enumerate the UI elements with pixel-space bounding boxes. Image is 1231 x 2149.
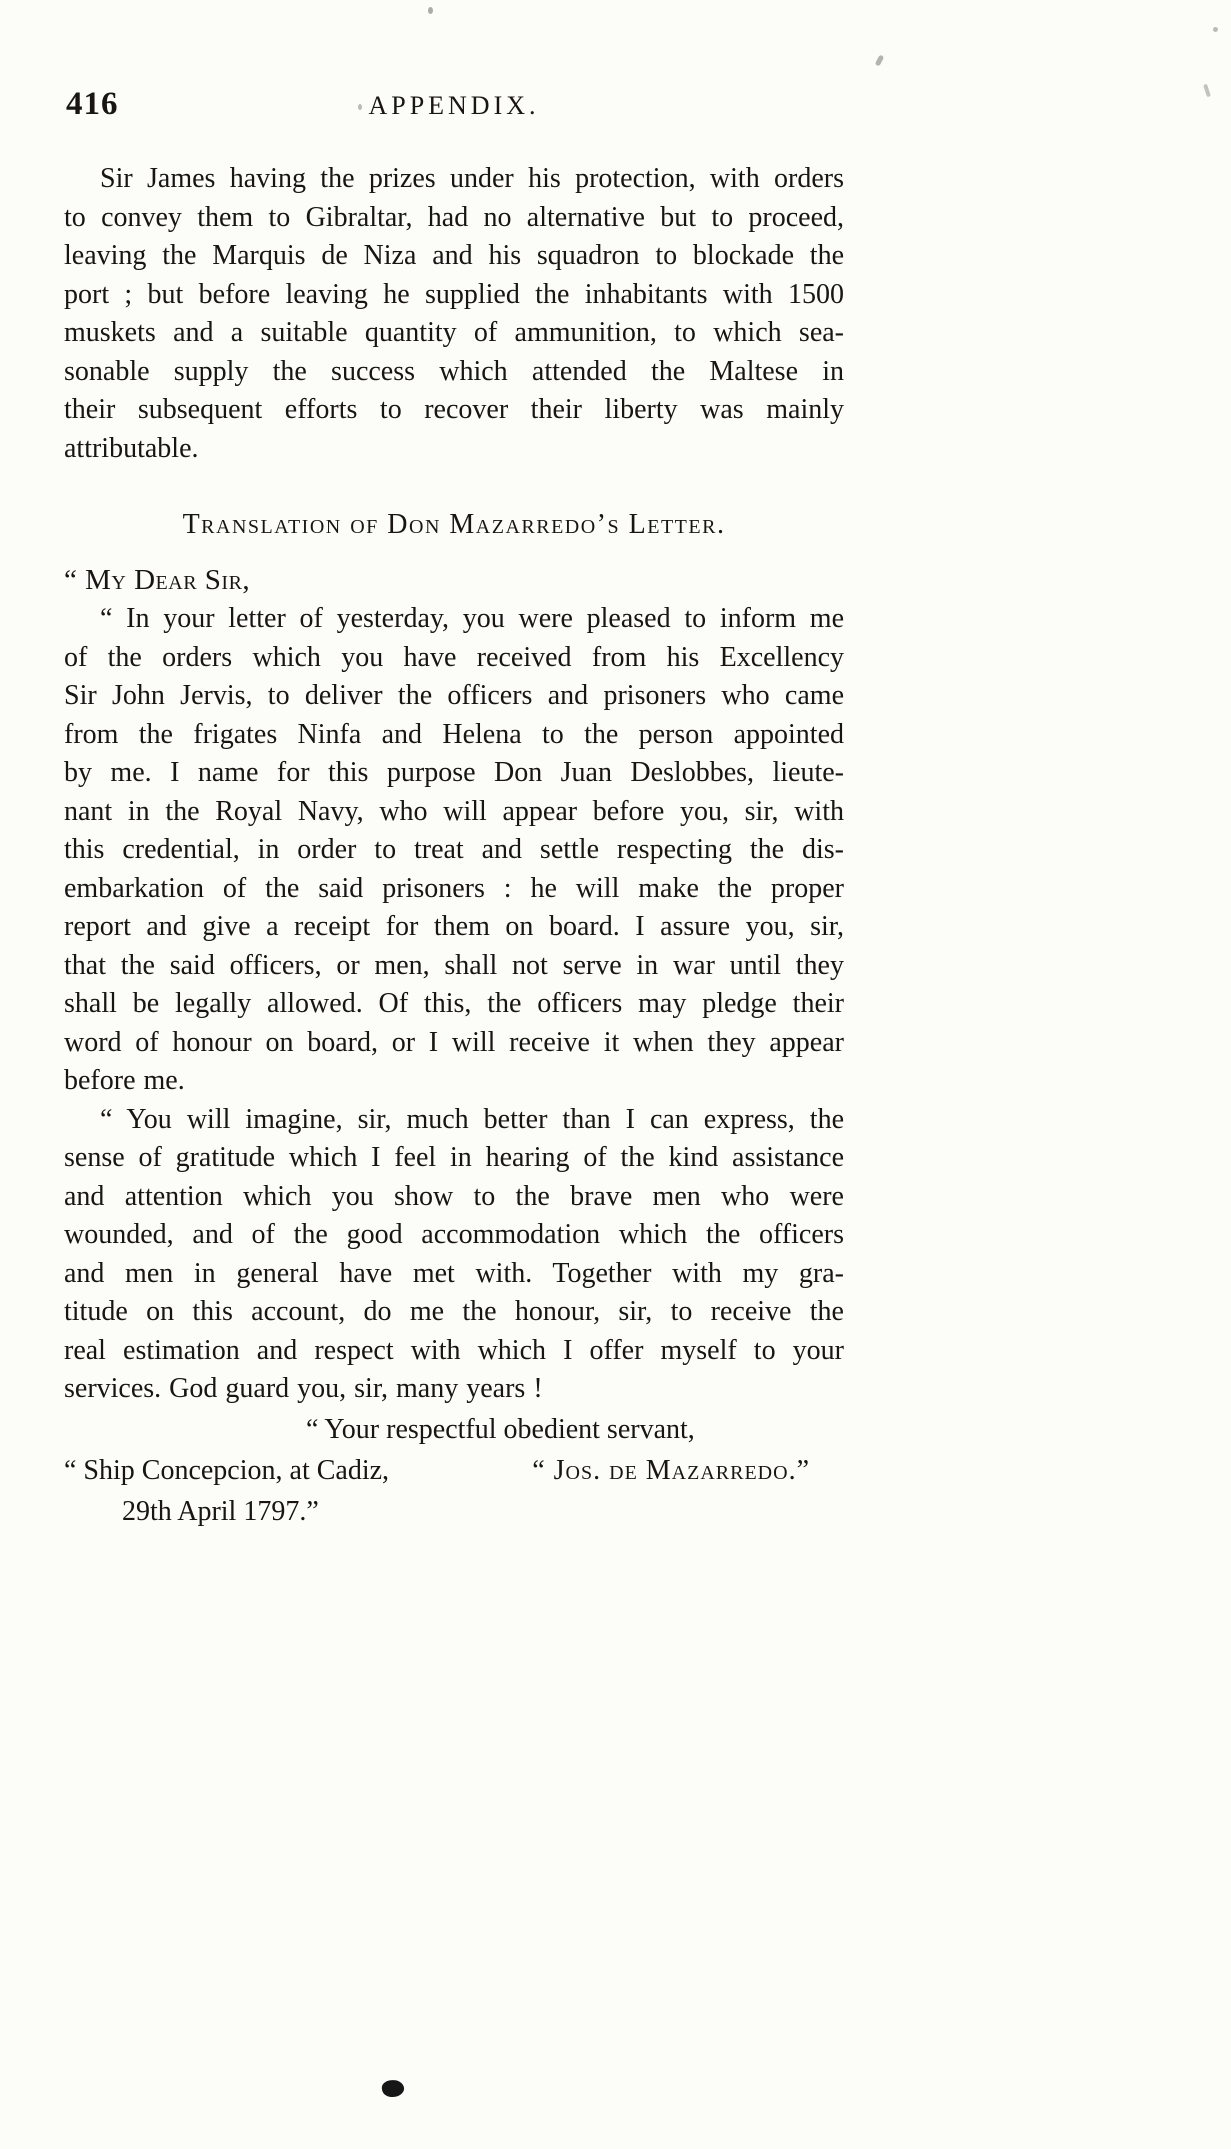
scan-artifact xyxy=(875,54,885,66)
text-line: shall be legally allowed. Of this, the officers may pledge their xyxy=(64,988,844,1019)
scan-artifact xyxy=(1213,27,1218,32)
text-line: nant in the Royal Navy, who will appear before you, sir, with xyxy=(64,795,844,827)
letter-paragraph-1 xyxy=(64,600,844,1101)
text-line: sense of gratitude which I feel in hearing of the kind assistance xyxy=(64,1142,844,1173)
text-line: Sir James having the prizes under his protection, with orders xyxy=(100,163,844,194)
letter-heading: Translation of Don Mazarredo’s Letter. xyxy=(182,509,726,540)
text-line: before me. xyxy=(64,1065,185,1096)
running-title: APPENDIX. xyxy=(368,91,540,120)
closing-date-line: 29th April 1797.” xyxy=(122,1495,319,1527)
closing-place-line: “ Ship Concepcion, at Cadiz, xyxy=(64,1454,390,1486)
page-number: 416 xyxy=(66,86,119,122)
text-line: Sir John Jervis, to deliver the officers and prisoners who came xyxy=(64,680,844,711)
text-line: leaving the Marquis de Niza and his squadron to blockade the xyxy=(64,240,844,271)
text-line: titude on this account, do me the honour, sir, to receive the xyxy=(64,1296,844,1327)
text-line: and men in general have met with. Together with my gra- xyxy=(64,1257,844,1289)
text-line: wounded, and of the good accommodation which the officers xyxy=(64,1219,844,1250)
text-line: their subsequent efforts to recover their liberty was mainly xyxy=(64,394,844,425)
signature: “ Jos. de Mazarredo.” xyxy=(532,1454,810,1486)
text-line: word of honour on board, or I will receive it when they appear xyxy=(64,1026,844,1058)
page-header xyxy=(64,86,844,132)
ink-blot xyxy=(381,2079,405,2099)
text-line: from the frigates Ninfa and Helena to the person appointed xyxy=(64,718,844,750)
text-line: report and give a receipt for them on board. I assure you, sir, xyxy=(64,911,844,942)
closing-servant-line: “ Your respectful obedient servant, xyxy=(306,1413,695,1445)
text-line: real estimation and respect with which I offer myself to your xyxy=(64,1334,844,1366)
scan-artifact xyxy=(428,7,433,14)
text-line: muskets and a suitable quantity of ammunition, to which sea- xyxy=(64,317,844,348)
scan-artifact xyxy=(1203,84,1211,98)
intro-paragraph xyxy=(64,160,844,468)
text-line: sonable supply the success which attended the Maltese in xyxy=(64,355,844,387)
text-line: of the orders which you have received from his Excellency xyxy=(64,641,844,673)
text-block xyxy=(64,86,844,1532)
letter-salutation: “ My Dear Sir, xyxy=(64,564,251,596)
closing-row xyxy=(64,1450,844,1491)
text-line: to convey them to Gibraltar, had no alternative but to proceed, xyxy=(64,201,844,233)
text-line: this credential, in order to treat and settle respecting the dis- xyxy=(64,834,844,865)
text-line: embarkation of the said prisoners : he will make the proper xyxy=(64,872,844,904)
text-line: and attention which you show to the brave men who were xyxy=(64,1180,844,1212)
text-line: that the said officers, or men, shall not serve in war until they xyxy=(64,949,844,981)
text-line: by me. I name for this purpose Don Juan Deslobbes, lieute- xyxy=(64,757,844,788)
text-line: services. God guard you, sir, many years ! xyxy=(64,1373,543,1404)
letter-paragraph-2 xyxy=(64,1101,844,1409)
text-line: “ You will imagine, sir, much better than I can express, the xyxy=(100,1103,844,1135)
text-line: attributable. xyxy=(64,432,199,464)
text-line: port ; but before leaving he supplied the inhabitants with 1500 xyxy=(64,278,844,310)
text-line: “ In your letter of yesterday, you were pleased to inform me xyxy=(100,603,844,634)
